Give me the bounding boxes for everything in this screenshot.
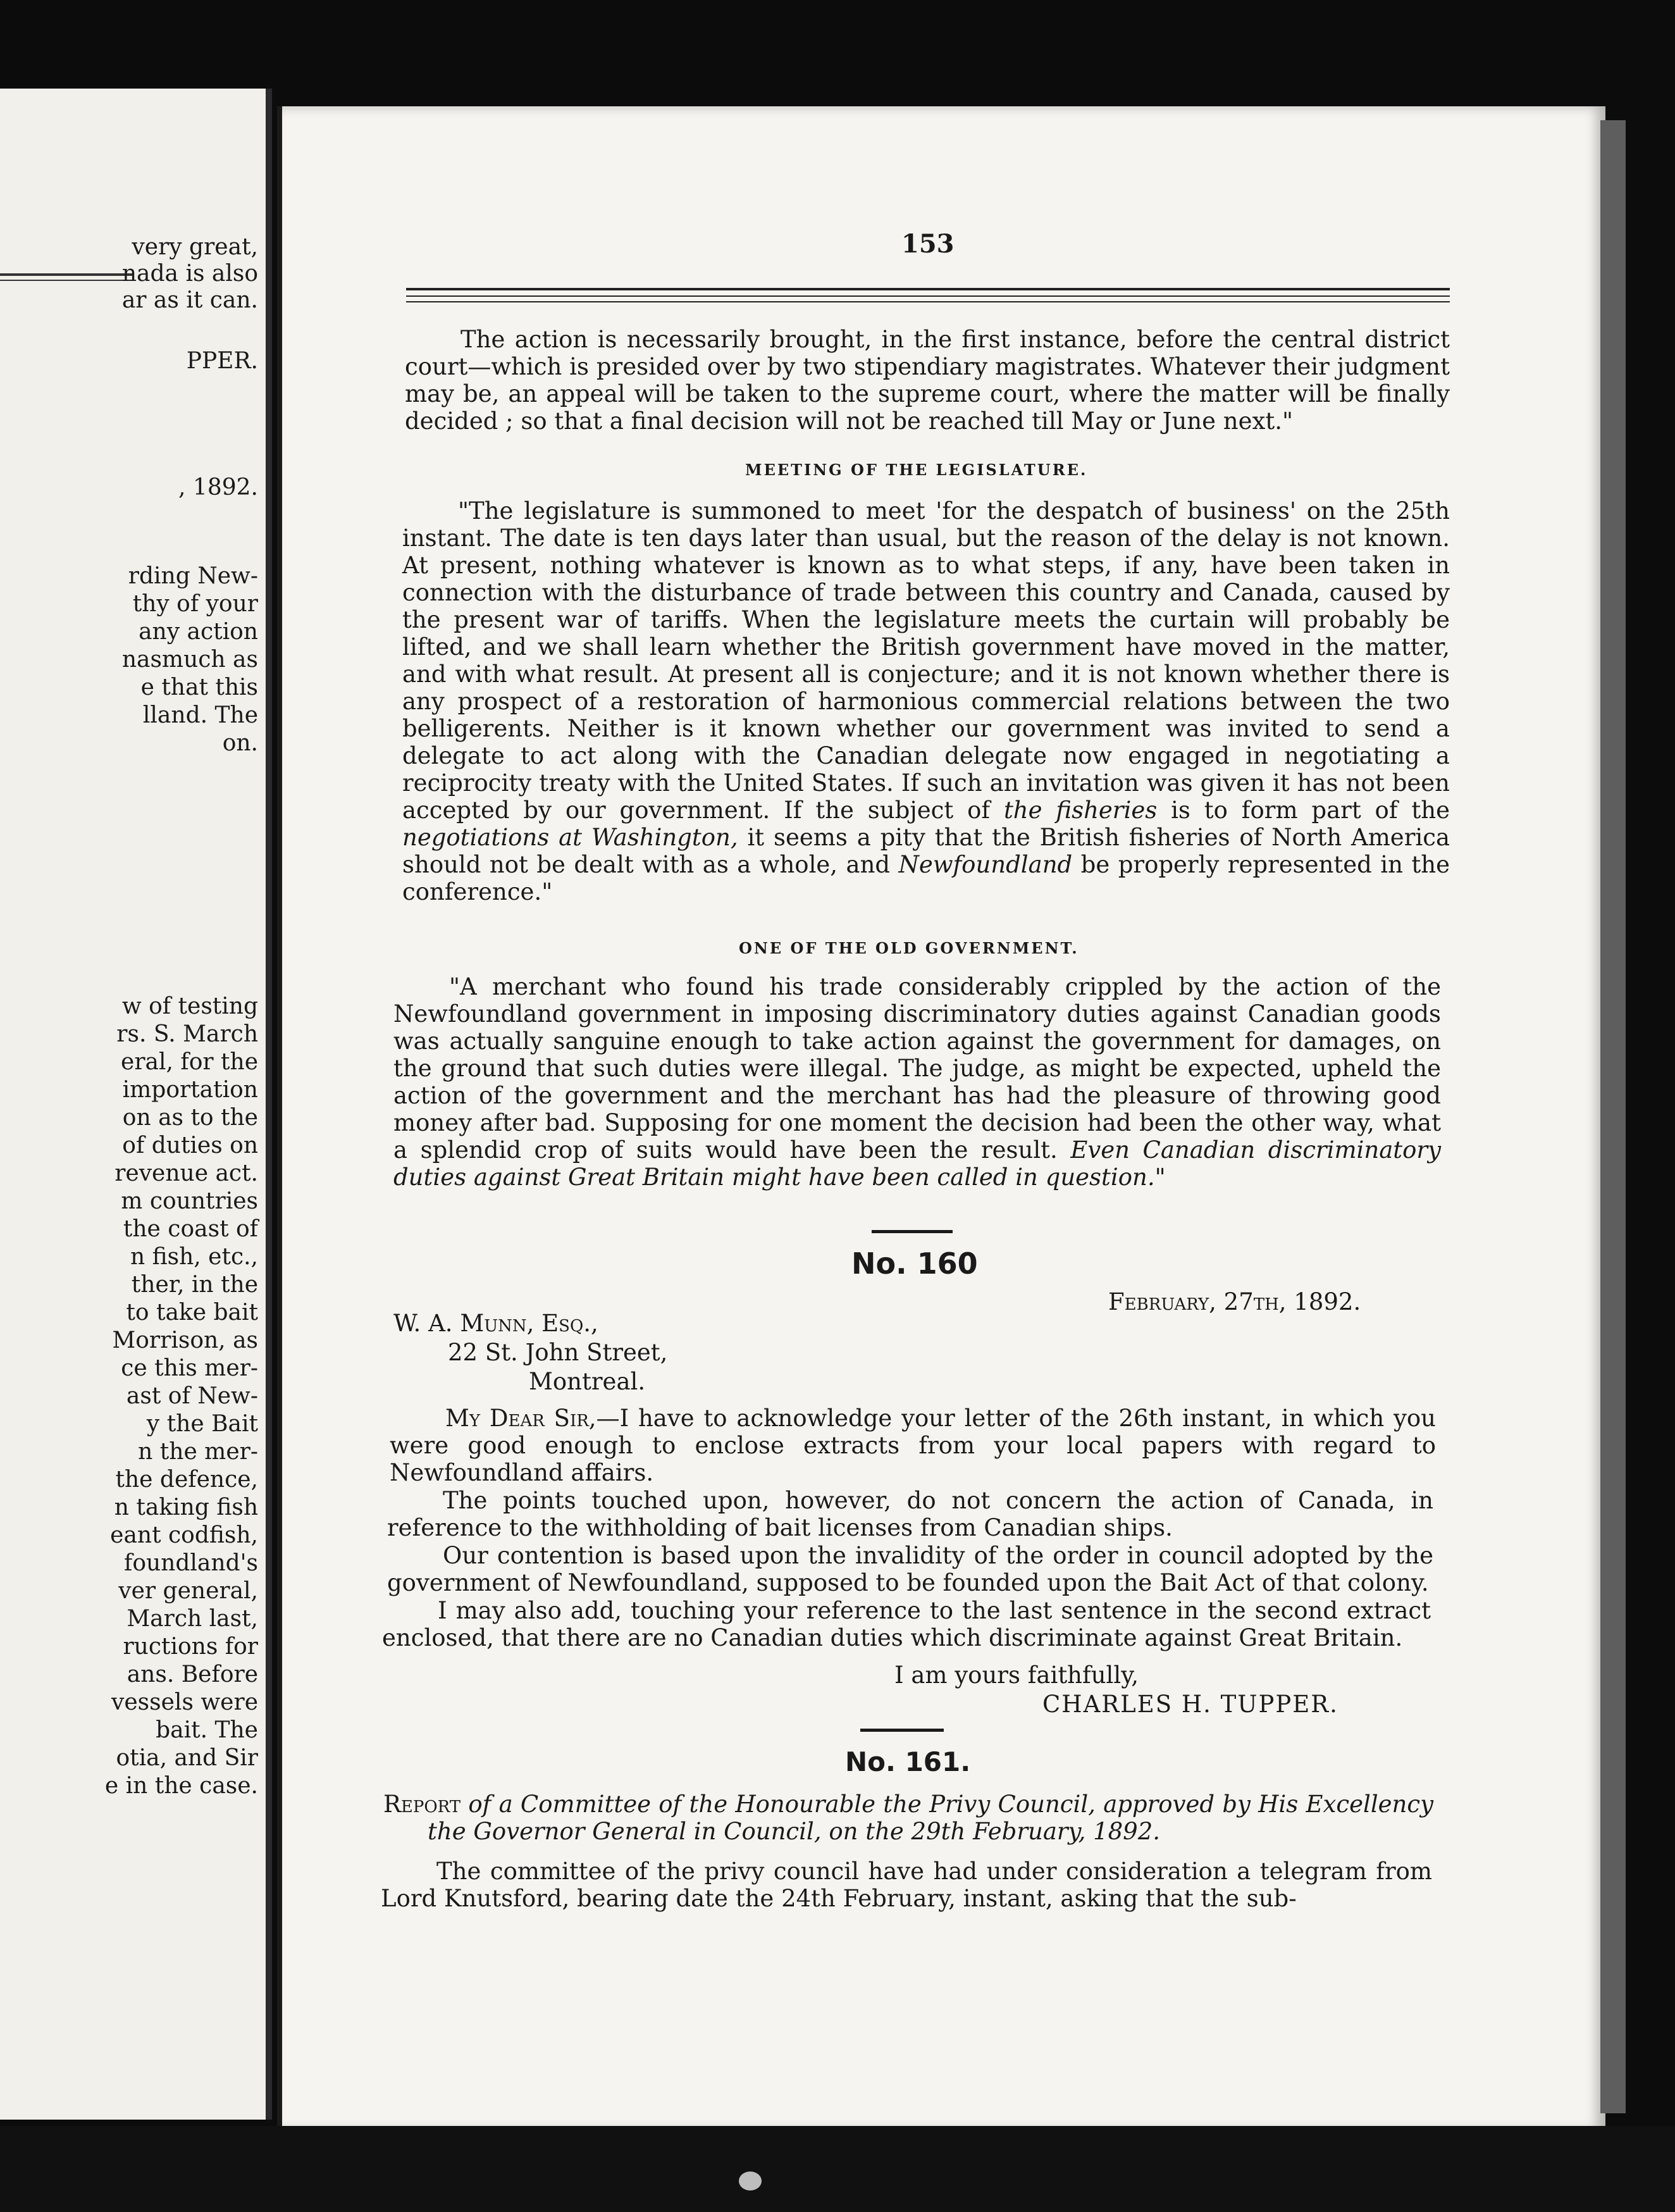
facing-page-line: e that this (140, 674, 258, 700)
legislature-italic-newfoundland: Newfoundland (898, 851, 1073, 878)
facing-page-line: m countries (121, 1188, 258, 1214)
facing-page-line: the coast of (123, 1216, 258, 1242)
facing-page-line: n taking fish (114, 1494, 258, 1520)
letter-street: 22 St. John Street, (448, 1339, 668, 1366)
section-heading-old-government: ONE OF THE OLD GOVERNMENT. (739, 939, 1079, 957)
legislature-text-2: is to form part of the (1171, 797, 1450, 824)
facing-page-line: e in the case. (104, 1773, 258, 1799)
header-rule-thin (406, 295, 1450, 297)
section-heading-legislature: MEETING OF THE LEGISLATURE. (745, 461, 1088, 479)
paragraph-action: The action is necessarily brought, in the first instance, before the central district court—which is presided over by two stipendiary magistrates. Whatever their judgment may be, an appeal will be taken to the supreme court, where the matter will be finally decided ; so that a final decision will not be reached till May or June next." (405, 326, 1450, 435)
library-stamp-mark (739, 2172, 762, 2190)
facing-page-line: ce this mer- (121, 1355, 258, 1381)
facing-page-line: ar as it can. (121, 287, 258, 313)
facing-page-line: ructions for (123, 1634, 258, 1660)
report-lead: Report (383, 1791, 461, 1818)
facing-page-line: foundland's (124, 1550, 258, 1576)
facing-page-line: eant codfish, (110, 1522, 258, 1548)
facing-page-line: revenue act. (114, 1160, 258, 1186)
page-edge-shadow (1600, 120, 1626, 2113)
letter-paragraph-4: I may also add, touching your reference to the last sentence in the second extract enclosed, that there are no Canadian duties which discriminate against Great Britain. (382, 1597, 1431, 1651)
facing-page-line: vessels were (111, 1689, 258, 1715)
merchant-text: "A merchant who found his trade considerably crippled by the action of the Newfoundland government in imposing discriminatory duties against Canadian goods was actually sanguine enough to take action against the government for damages, on the ground that such duties were illegal. The judge, as might be expected, upheld the action of the government and the merchant has had the pleasure of throwing good money after bad. Supposing for one moment the decision had been the other way, what a splendid crop of suits would have been the result. (393, 973, 1441, 1164)
legislature-italic-washington: negotiations at Washington, (402, 824, 738, 851)
facing-page-line: bait. The (156, 1717, 258, 1743)
facing-page-line: eral, for the (121, 1049, 258, 1075)
facing-page-line: rs. S. March (116, 1021, 258, 1047)
letter-signature: CHARLES H. TUPPER. (1042, 1691, 1338, 1718)
facing-page-line: Morrison, as (112, 1327, 258, 1353)
facing-page-line: lland. The (142, 702, 258, 728)
facing-page-line: of duties on (122, 1133, 258, 1159)
letter-addressee (393, 1310, 598, 1337)
legislature-text-4: be properly represented in the conference." (402, 851, 1450, 905)
letter-date: February, 27th, 1892. (1108, 1288, 1361, 1315)
document-number-161: No. 161. (845, 1746, 971, 1777)
facing-page-line: very great, (132, 234, 258, 260)
facing-page-line: to take bait (126, 1300, 258, 1326)
facing-page-rule (0, 273, 134, 276)
facing-page-line: ans. Before (127, 1662, 258, 1687)
facing-page-line: nasmuch as (121, 647, 258, 673)
paragraph-merchant (393, 973, 1441, 1191)
facing-page-line: rding New- (128, 563, 258, 589)
letter-paragraph-2: The points touched upon, however, do not concern the action of Canada, in reference to the withholding of bait licenses from Canadian ships. (387, 1487, 1433, 1541)
facing-page-rule (0, 280, 134, 281)
report-title: of a Committee of the Honourable the Privy Council, approved by His Excellency the Governor General in Council, on the 29th February, 1892. (428, 1791, 1434, 1845)
facing-page-line: March last, (127, 1606, 258, 1632)
paragraph-legislature (402, 497, 1450, 905)
facing-page-line: nada is also (121, 261, 258, 287)
facing-page-line: w of testing (121, 993, 258, 1019)
header-rule-thin (406, 301, 1450, 302)
letter-paragraph-1 (390, 1405, 1436, 1486)
header-rule-thick (406, 288, 1450, 290)
letter-city: Montreal. (529, 1368, 646, 1395)
facing-page-line: thy of your (132, 591, 258, 617)
facing-page-line: ast of New- (126, 1383, 258, 1409)
report-heading (383, 1791, 1433, 1845)
facing-page-fragment (0, 89, 272, 2120)
facing-page-line: importation (122, 1077, 258, 1103)
letter-closing: I am yours faithfully, (894, 1662, 1139, 1689)
legislature-italic-fisheries: the fisheries (1003, 797, 1158, 824)
addressee-name: W. A. Munn, Esq., (393, 1310, 598, 1337)
separator-rule (860, 1729, 944, 1732)
letter-p1-text: —I have to acknowledge your letter of the 26th instant, in which you were good enough to enclose extracts from your local papers with regard to Newfoundland affairs. (390, 1405, 1436, 1486)
scan-background (0, 2126, 1675, 2212)
facing-page-line: ver general, (118, 1578, 258, 1604)
facing-page-line: ther, in the (131, 1272, 258, 1298)
letter-salutation: My Dear Sir, (445, 1405, 596, 1432)
facing-page-line: n the mer- (138, 1439, 258, 1465)
legislature-text-1: "The legislature is summoned to meet 'for the despatch of business' on the 25th instant. The date is ten days later than usual, but the reason of the delay is not known. At present, nothing whatever is known as to what steps, if any, have been taken in connection with the disturbance of trade between this country and Canada, caused by the present war of tariffs. When the legislature meets the curtain will probably be lifted, and we shall learn whether the British government have moved in the matter, and with what result. At present all is conjecture; and it is not known whether there is any prospect of a restoration of harmonious commercial relations between the two belligerents. Neither is it known whether our government was invited to send a delegate to act along with the Canadian delegate now engaged in negotiating a reciprocity treaty with the United States. If such an invitation was given it has not been accepted by our government. If the subject of (402, 497, 1450, 824)
facing-page-line: on. (222, 730, 258, 756)
merchant-italic: Even Canadian discriminatory duties against Great Britain might have been called in question." (393, 1136, 1441, 1191)
facing-page-line: PPER. (186, 348, 258, 374)
facing-page-line: the defence, (115, 1467, 258, 1493)
page-number: 153 (901, 229, 955, 259)
facing-page-line: any action (139, 619, 258, 645)
report-paragraph-1: The committee of the privy council have had under consideration a telegram from Lord Knutsford, bearing date the 24th February, instant, asking that the sub- (381, 1858, 1432, 1912)
facing-page-line: y the Bait (146, 1411, 258, 1437)
facing-page-line: n fish, etc., (130, 1244, 258, 1270)
letter-paragraph-3: Our contention is based upon the invalidity of the order in council adopted by the government of Newfoundland, supposed to be founded upon the Bait Act of that colony. (387, 1542, 1433, 1596)
facing-page-line: on as to the (122, 1105, 258, 1131)
facing-page-line: otia, and Sir (116, 1745, 258, 1771)
separator-rule (872, 1230, 953, 1233)
document-number-160: No. 160 (851, 1246, 978, 1281)
facing-page-line: , 1892. (178, 475, 258, 500)
legislature-text-3: it seems a pity that the British fisheries of North America should not be dealt with as a whole, and (402, 824, 1450, 878)
